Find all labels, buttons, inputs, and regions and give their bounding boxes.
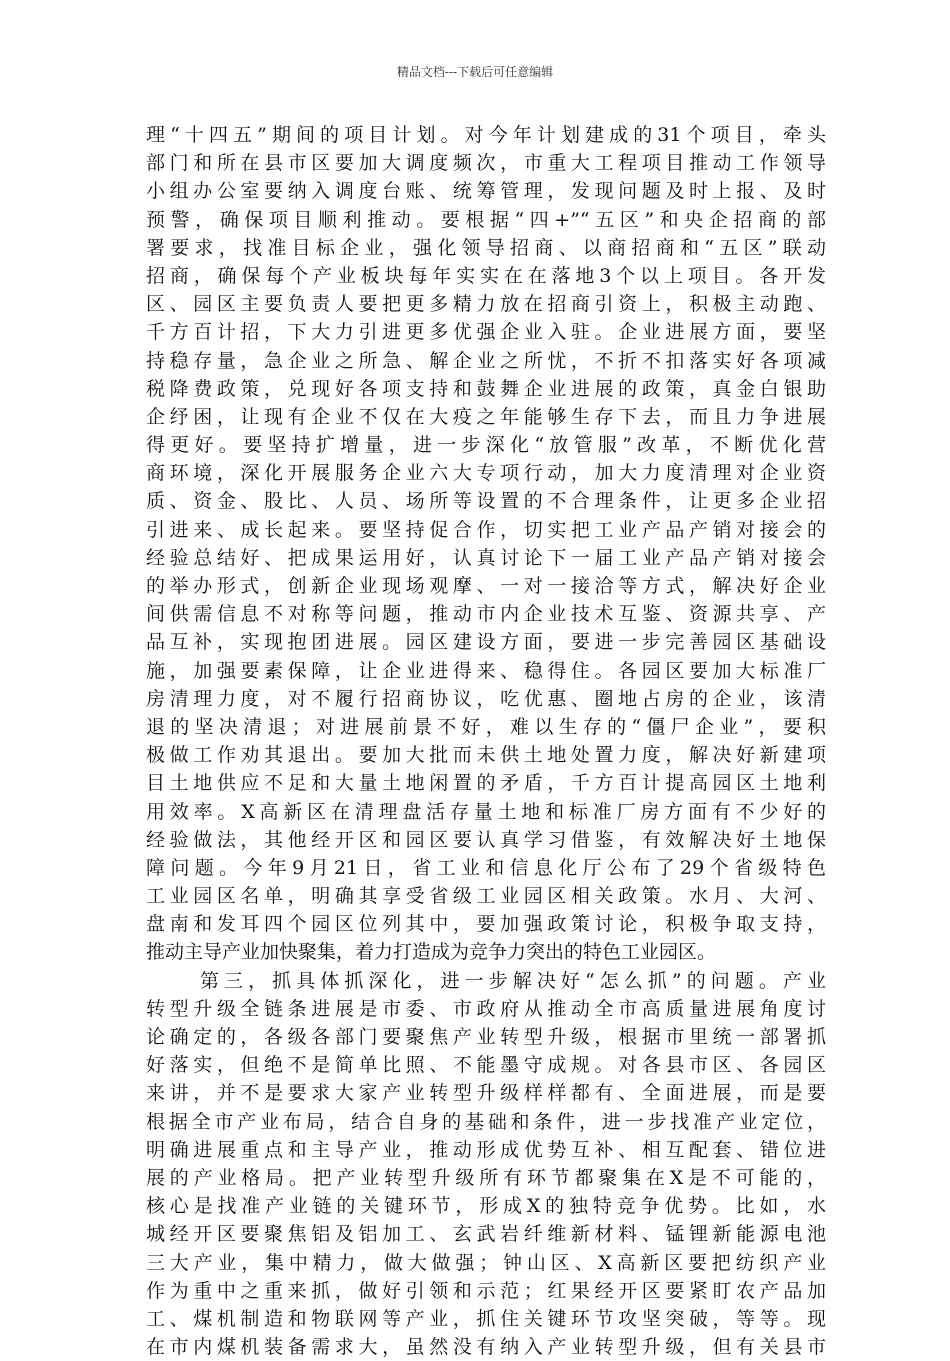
text-line: 盘南和发耳四个园区位列其中，要加强政策讨论，积极争取支持， bbox=[146, 913, 826, 936]
text-line: 得更好。要坚持扩增量，进一步深化“放管服”改革，不断优化营 bbox=[146, 434, 826, 457]
text-line: 间供需信息不对称等问题，推动市内企业技术互鉴、资源共享、产 bbox=[146, 603, 826, 626]
paragraph-end-line: 推动主导产业加快聚集，着力打造成为竞争力突出的特色工业园区。 bbox=[146, 941, 717, 964]
text-line: 转型升级全链条进展是市委、市政府从推动全市高质量进展角度讨 bbox=[146, 997, 826, 1020]
text-line: 招商，确保每个产业板块每年实实在在落地3个以上项目。各开发 bbox=[146, 264, 826, 287]
page-header: 精品文档---下载后可任意编辑 bbox=[396, 65, 554, 79]
text-line: 千方百计招，下大力引进更多优强企业入驻。企业进展方面，要坚 bbox=[146, 321, 826, 344]
text-line: 施，加强要素保障，让企业进得来、稳得住。各园区要加大标准厂 bbox=[146, 659, 826, 682]
text-line: 来讲，并不是要求大家产业转型升级样样都有、全面进展，而是要 bbox=[146, 1082, 826, 1105]
text-line: 小组办公室要纳入调度台账、统筹管理，发现问题及时上报、及时 bbox=[146, 180, 826, 203]
text-line: 明确进展重点和主导产业，推动形成优势互补、相互配套、错位进 bbox=[146, 1138, 826, 1161]
text-line: 预警，确保项目顺利推动。要根据“四+”“五区”和央企招商的部 bbox=[146, 208, 826, 231]
document-body bbox=[146, 121, 826, 1361]
text-line: 署要求，找准目标企业，强化领导招商、以商招商和“五区”联动 bbox=[146, 236, 826, 259]
text-line: 持稳存量，急企业之所急、解企业之所忧，不折不扣落实好各项减 bbox=[146, 349, 826, 372]
text-line: 经验总结好、把成果运用好，认真讨论下一届工业产品产销对接会 bbox=[146, 546, 826, 569]
text-line: 根据全市产业布局，结合自身的基础和条件，进一步找准产业定位， bbox=[146, 1110, 826, 1133]
text-line: 房清理力度，对不履行招商协议，吃优惠、圈地占房的企业，该清 bbox=[146, 687, 826, 710]
text-line: 理“十四五”期间的项目计划。对今年计划建成的31个项目，牵头 bbox=[146, 124, 826, 146]
text-line: 好落实，但绝不是简单比照、不能墨守成规。对各县市区、各园区 bbox=[146, 1054, 826, 1077]
text-line: 作为重中之重来抓，做好引领和示范；红果经开区要紧盯农产品加 bbox=[146, 1279, 826, 1302]
text-line: 在市内煤机装备需求大，虽然没有纳入产业转型升级，但有关县市 bbox=[146, 1336, 826, 1359]
text-line: 论确定的，各级各部门要聚焦产业转型升级，根据市里统一部署抓 bbox=[146, 1026, 826, 1048]
text-line: 商环境，深化开展服务企业六大专项行动，加大力度清理对企业资 bbox=[146, 462, 826, 485]
text-line: 税降费政策，兑现好各项支持和鼓舞企业进展的政策，真金白银助 bbox=[146, 377, 826, 400]
text-line: 核心是找准产业链的关键环节，形成X的独特竞争优势。比如，水 bbox=[146, 1195, 826, 1218]
text-line: 退的坚决清退；对进展前景不好，难以生存的“僵尸企业”，要积 bbox=[146, 715, 826, 738]
text-line: 品互补，实现抱团进展。园区建设方面，要进一步完善园区基础设 bbox=[146, 631, 826, 654]
text-line: 三大产业，集中精力，做大做强；钟山区、X高新区要把纺织产业 bbox=[146, 1251, 826, 1274]
section-start-line: 第三，抓具体抓深化，进一步解决好“怎么抓”的问题。产业 bbox=[200, 969, 826, 992]
text-line: 目土地供应不足和大量土地闲置的矛盾，千方百计提高园区土地利 bbox=[146, 772, 826, 795]
text-line: 的举办形式，创新企业现场观摩、一对一接洽等方式，解决好企业 bbox=[146, 575, 826, 597]
text-line: 城经开区要聚焦铝及铝加工、玄武岩纤维新材料、锰锂新能源电池 bbox=[146, 1223, 826, 1246]
text-line: 工业园区名单，明确其享受省级工业园区相关政策。水月、大河、 bbox=[146, 885, 826, 908]
text-line: 部门和所在县市区要加大调度频次，市重大工程项目推动工作领导 bbox=[146, 152, 826, 175]
text-line: 障问题。今年9月21日，省工业和信息化厅公布了29个省级特色 bbox=[146, 856, 826, 879]
text-line: 企纾困，让现有企业不仅在大疫之年能够生存下去，而且力争进展 bbox=[146, 405, 826, 428]
text-line: 极做工作劝其退出。要加大批而未供土地处置力度，解决好新建项 bbox=[146, 744, 826, 767]
text-line: 展的产业格局。把产业转型升级所有环节都聚集在X是不可能的， bbox=[146, 1166, 826, 1189]
text-line: 引进来、成长起来。要坚持促合作，切实把工业产品产销对接会的 bbox=[146, 518, 826, 541]
text-line: 工、煤机制造和物联网等产业，抓住关键环节攻坚突破，等等。现 bbox=[146, 1307, 826, 1330]
text-line: 用效率。X高新区在清理盘活存量土地和标准厂房方面有不少好的 bbox=[146, 800, 826, 823]
text-line: 经验做法，其他经开区和园区要认真学习借鉴，有效解决好土地保 bbox=[146, 828, 826, 851]
text-line: 质、资金、股比、人员、场所等设置的不合理条件，让更多企业招 bbox=[146, 490, 826, 513]
text-line: 区、园区主要负责人要把更多精力放在招商引资上，积极主动跑、 bbox=[146, 293, 826, 316]
